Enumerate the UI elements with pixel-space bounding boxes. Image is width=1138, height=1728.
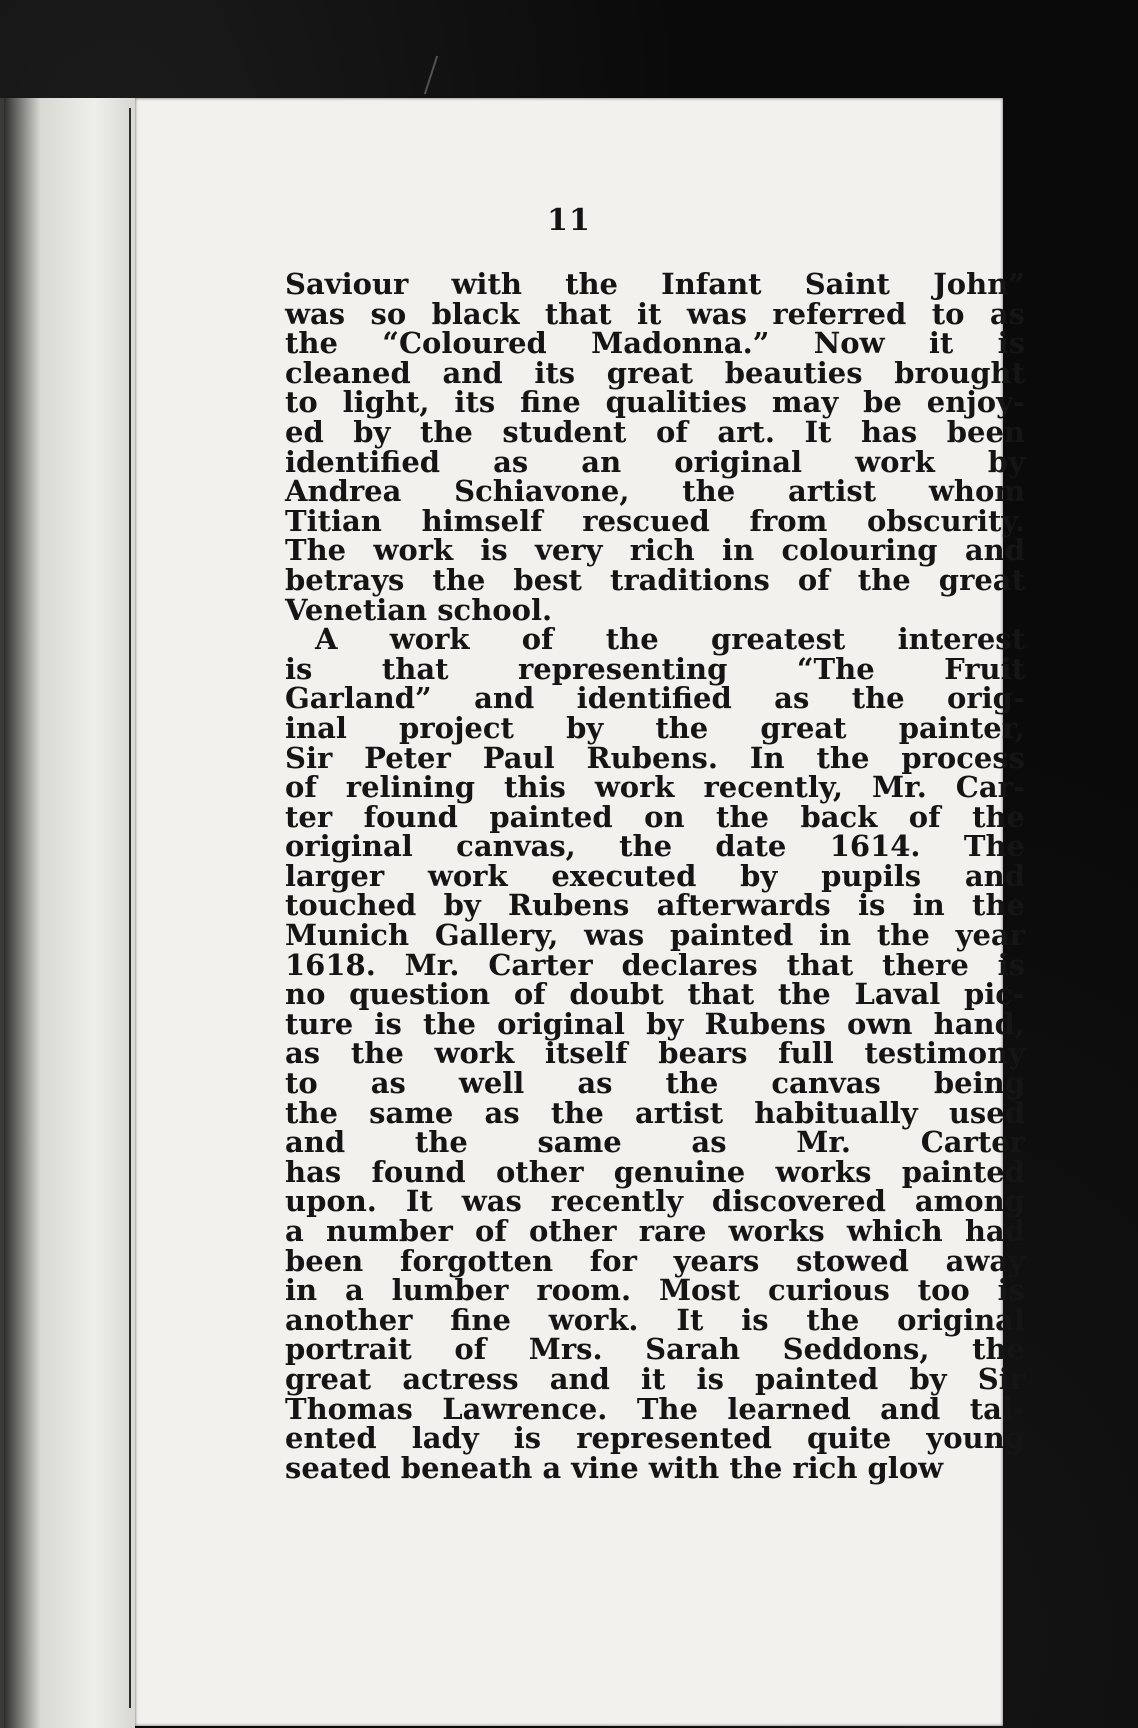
- text-line: to as well as the canvas being: [285, 1066, 1025, 1101]
- text-line: ed by the student of art. It has been: [285, 414, 1025, 449]
- text-line: another fine work. It is the original: [285, 1302, 1025, 1337]
- text-line: Andrea Schiavone, the artist whom: [285, 474, 1025, 509]
- facing-page-edge: [0, 98, 135, 1728]
- text-line: was so black that it was referred to as: [285, 296, 1025, 331]
- text-line: Titian himself rescued from obscurity.: [285, 503, 1025, 538]
- text-line: and the same as Mr. Carter: [285, 1125, 1025, 1160]
- text-line: A work of the greatest interest: [315, 622, 1025, 657]
- text-line: Saviour with the Infant Saint John”: [285, 267, 1025, 301]
- text-line: upon. It was recently discovered among: [285, 1184, 1025, 1219]
- text-line: the same as the artist habitually used: [285, 1095, 1025, 1130]
- text-line: ented lady is represented quite young: [285, 1421, 1025, 1456]
- text-line: betrays the best traditions of the great: [285, 562, 1025, 597]
- text-line: larger work executed by pupils and: [285, 858, 1025, 893]
- book-spine: [0, 98, 4, 1728]
- text-line: is that representing “The Fruit: [285, 651, 1025, 686]
- text-line: Sir Peter Paul Rubens. In the process: [285, 740, 1025, 775]
- text-line: great actress and it is painted by Sir: [285, 1361, 1025, 1396]
- text-line: inal project by the great painter,: [285, 710, 1025, 745]
- text-line: has found other genuine works painted: [285, 1154, 1025, 1189]
- text-line: of relining this work recently, Mr. Car-: [285, 770, 1025, 805]
- text-line: Venetian school.: [285, 592, 553, 627]
- text-line: as the work itself bears full testimony: [285, 1036, 1025, 1071]
- body-text: [285, 267, 1025, 1485]
- text-line: touched by Rubens afterwards is in the: [285, 888, 1025, 923]
- text-line: a number of other rare works which had: [285, 1214, 1025, 1248]
- text-line: portrait of Mrs. Sarah Seddons, the: [285, 1332, 1025, 1367]
- text-line: the “Coloured Madonna.” Now it is: [285, 326, 1025, 361]
- text-line: ture is the original by Rubens own hand,: [285, 1006, 1025, 1041]
- text-line: ter found painted on the back of the: [285, 799, 1025, 834]
- page-number: 11: [547, 203, 591, 238]
- text-line: in a lumber room. Most curious too is: [285, 1273, 1025, 1308]
- text-line: been forgotten for years stowed away: [285, 1243, 1025, 1278]
- text-line: Munich Gallery, was painted in the year: [285, 918, 1025, 953]
- text-line: The work is very rich in colouring and: [285, 533, 1025, 568]
- text-line: Garland” and identified as the orig-: [285, 681, 1025, 716]
- page-edge-mark: [129, 108, 131, 1708]
- paragraph: [285, 622, 1025, 1485]
- paragraph: [285, 267, 1025, 627]
- text-line: cleaned and its great beauties brought: [285, 355, 1025, 390]
- text-line: no question of doubt that the Laval pic-: [285, 977, 1025, 1012]
- text-line: original canvas, the date 1614. The: [285, 829, 1025, 864]
- text-line: 1618. Mr. Carter declares that there is: [285, 947, 1025, 982]
- text-line: to light, its fine qualities may be enjoy-: [285, 385, 1025, 420]
- book-page: [135, 98, 1025, 1726]
- text-line: identified as an original work by: [285, 444, 1025, 479]
- text-line: seated beneath a vine with the rich glow: [285, 1450, 944, 1485]
- text-line: Thomas Lawrence. The learned and tal-: [285, 1391, 1025, 1426]
